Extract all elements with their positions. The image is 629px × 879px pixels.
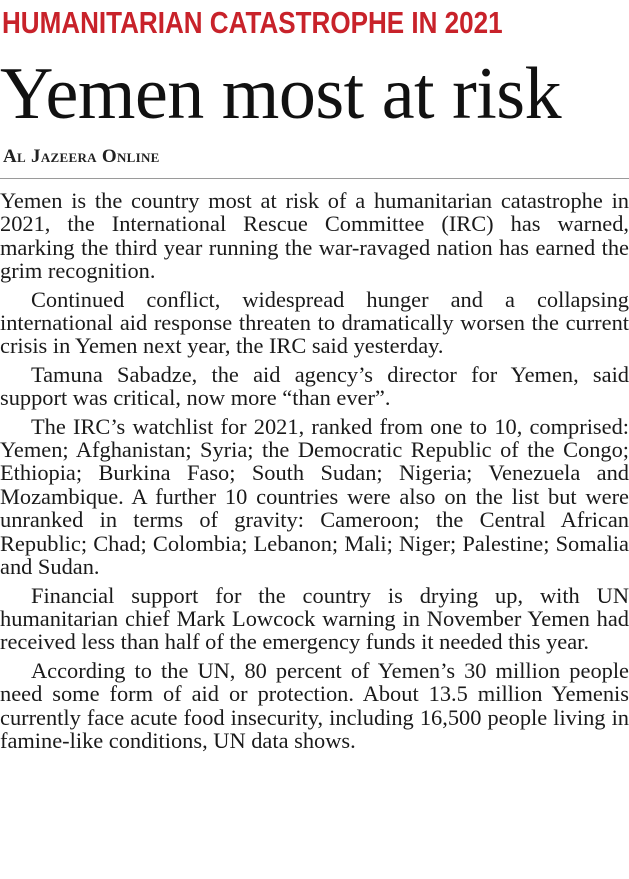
body-paragraph: Yemen is the country most at risk of a humanitarian catastrophe in 2021, the International Rescue Committee (IRC) has warned, marking the third year running the war-ravaged nation has earned the grim recognition. <box>0 188 629 284</box>
article-headline: Yemen most at risk <box>0 53 562 135</box>
body-paragraph: Tamuna Sabadze, the aid agency’s director for Yemen, said support was critical, now more “than ever”. <box>0 361 629 411</box>
article-kicker: HUMANITARIAN CATASTROPHE IN 2021 <box>2 5 503 40</box>
article-body <box>0 189 629 757</box>
body-paragraph: Continued conflict, widespread hunger and a collapsing international aid response threaten to dramatically worsen the current crisis in Yemen next year, the IRC said yesterday. <box>0 286 629 359</box>
body-paragraph: According to the UN, 80 percent of Yemen’s 30 million people need some form of aid or protection. About 13.5 million Yemenis currently face acute food insecurity, including 16,500 people living in famine-like conditions, UN data shows. <box>0 657 629 753</box>
body-paragraph: Financial support for the country is drying up, with UN humanitarian chief Mark Lowcock warning in November Yemen had received less than half of the emergency funds it needed this year. <box>0 582 629 655</box>
byline-divider <box>0 178 629 179</box>
body-paragraph: The IRC’s watchlist for 2021, ranked from one to 10, comprised: Yemen; Afghanistan; Syria; the Democratic Republic of the Congo; Ethiopia; Burkina Faso; South Sudan; Nigeria; Venezuela and Mozambique. A further 10 countries were also on the list but were unranked in terms of gravity: Cameroon; the Central African Republic; Chad; Colombia; Lebanon; Mali; Niger; Palestine; Somalia and Sudan. <box>0 413 629 580</box>
article-byline: Al Jazeera Online <box>3 146 160 167</box>
